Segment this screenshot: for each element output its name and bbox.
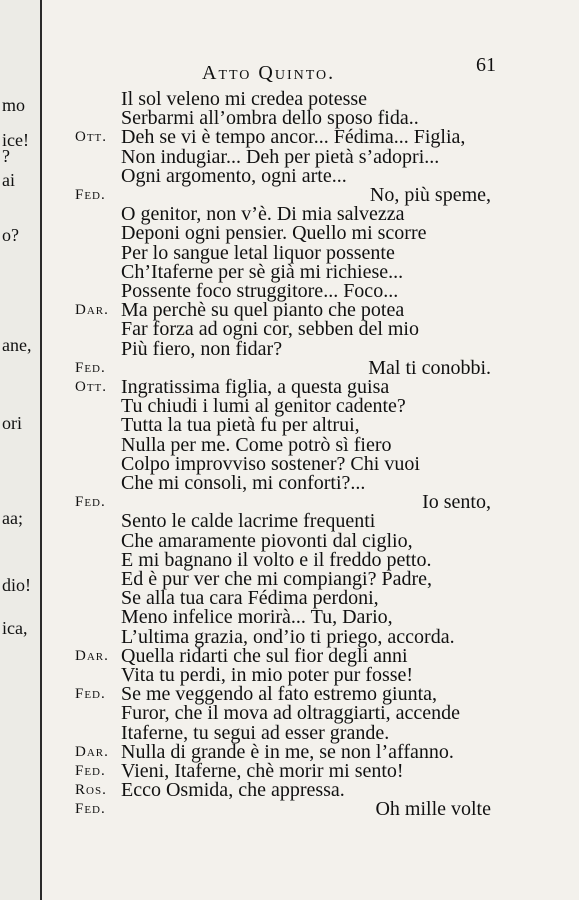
verse-line: Io sento, (422, 491, 491, 514)
speaker-label: Fed. (75, 494, 106, 511)
verse-line: Vita tu perdi, in mio poter pur fosse! (121, 664, 414, 686)
page-number: 61 (476, 54, 496, 76)
speaker-label: Fed. (75, 686, 106, 703)
gutter-fragment: ice! (2, 130, 29, 150)
verse-line: Non indugiar... Deh per pietà s’adopri... (121, 145, 440, 168)
verse-line: Ed è pur ver che mi compiangi? Padre, (121, 568, 432, 590)
speaker-label: Fed. (75, 187, 106, 203)
gutter-fragment: mo (2, 95, 26, 115)
verse-line: Furor, che il mova ad oltraggiarti, accende (121, 702, 461, 725)
verse-line: Per lo sangue letal liquor possente (121, 241, 395, 264)
verse-line: Ch’Itaferne per sè già mi richiese... (121, 260, 404, 283)
verse-line: O genitor, non v’è. Di mia salvezza (121, 203, 405, 226)
gutter-fragment: ori (2, 413, 22, 433)
speaker-label: Ott. (75, 379, 108, 395)
gutter-fragment: dio! (2, 575, 31, 595)
speaker-label: Dar. (75, 302, 109, 319)
verse-line: Possente foco struggitore... Foco... (121, 280, 399, 302)
verse-line: Ingratissima figlia, a questa guisa (121, 376, 390, 398)
verse-line: Tu chiudi i lumi al genitor cadente? (121, 395, 406, 418)
gutter-fragment: ane, (2, 335, 32, 355)
verse-line: Ecco Osmida, che appressa. (121, 779, 345, 802)
speaker-label: Fed. (75, 763, 106, 779)
verse-line: Più fiero, non fidar? (121, 337, 283, 360)
gutter-fragment: ica, (2, 618, 28, 638)
speaker-label: Ros. (75, 782, 107, 799)
verse-line: Ogni argomento, ogni arte... (121, 164, 347, 187)
gutter-fragment: aa; (2, 508, 23, 528)
verse-line: Far forza ad ogni cor, sebben del mio (121, 318, 419, 341)
speaker-label: Fed. (75, 359, 106, 376)
verse-line: Vieni, Itaferne, chè morir mi sento! (121, 760, 404, 782)
verse-line: E mi bagnano il volto e il freddo petto. (121, 548, 432, 571)
verse-line: Mal ti conobbi. (368, 356, 491, 379)
gutter-fragment: ? (2, 146, 10, 166)
verse-line: Itaferne, tu segui ad esser grande. (121, 721, 390, 744)
verse-line: Sento le calde lacrime frequenti (121, 510, 376, 533)
page-header (0, 54, 579, 84)
verse-line: Ma perchè su quel pianto che potea (121, 299, 405, 322)
verse-line: L’ultima grazia, ond’io ti priego, accorda. (121, 625, 455, 648)
verse-line: Deh se vi è tempo ancor... Fédima... Figlia, (121, 126, 466, 149)
verse-line: Quella ridarti che sul fior degli anni (121, 644, 408, 667)
running-title: Atto Quinto. (202, 62, 336, 84)
gutter-fragment: o? (2, 225, 19, 245)
speaker-label: Dar. (75, 743, 109, 760)
verse-line: Che amaramente piovonti dal ciglio, (121, 529, 413, 552)
verse-line: Nulla di grande è in me, se non l’affanno. (121, 740, 454, 763)
verse-line: Colpo improvviso sostener? Chi vuoi (121, 452, 420, 475)
verse-line: No, più speme, (369, 184, 491, 206)
verse-line: Nulla per me. Come potrò sì fiero (121, 433, 392, 456)
verse-line: Deponi ogni pensier. Quello mi scorre (121, 222, 427, 245)
verse-line: Il sol veleno mi credea potesse (121, 88, 368, 110)
verse-line: Oh mille volte (375, 798, 491, 821)
speaker-label: Fed. (75, 801, 106, 818)
verse-line: Serbarmi all’ombra dello sposo fida.. (121, 107, 419, 130)
speaker-label: Ott. (75, 129, 108, 146)
verse-line: Se me veggendo al fato estremo giunta, (121, 683, 438, 706)
verse-line: Se alla tua cara Fédima perdoni, (121, 587, 379, 610)
verse-line: Tutta la tua pietà fu per altrui, (121, 414, 360, 437)
gutter-fragment: ai (2, 170, 15, 190)
speaker-label: Dar. (75, 647, 109, 664)
verse-line: Meno infelice morirà... Tu, Dario, (121, 606, 393, 629)
verse-line: Che mi consoli, mi conforti?... (121, 472, 366, 494)
